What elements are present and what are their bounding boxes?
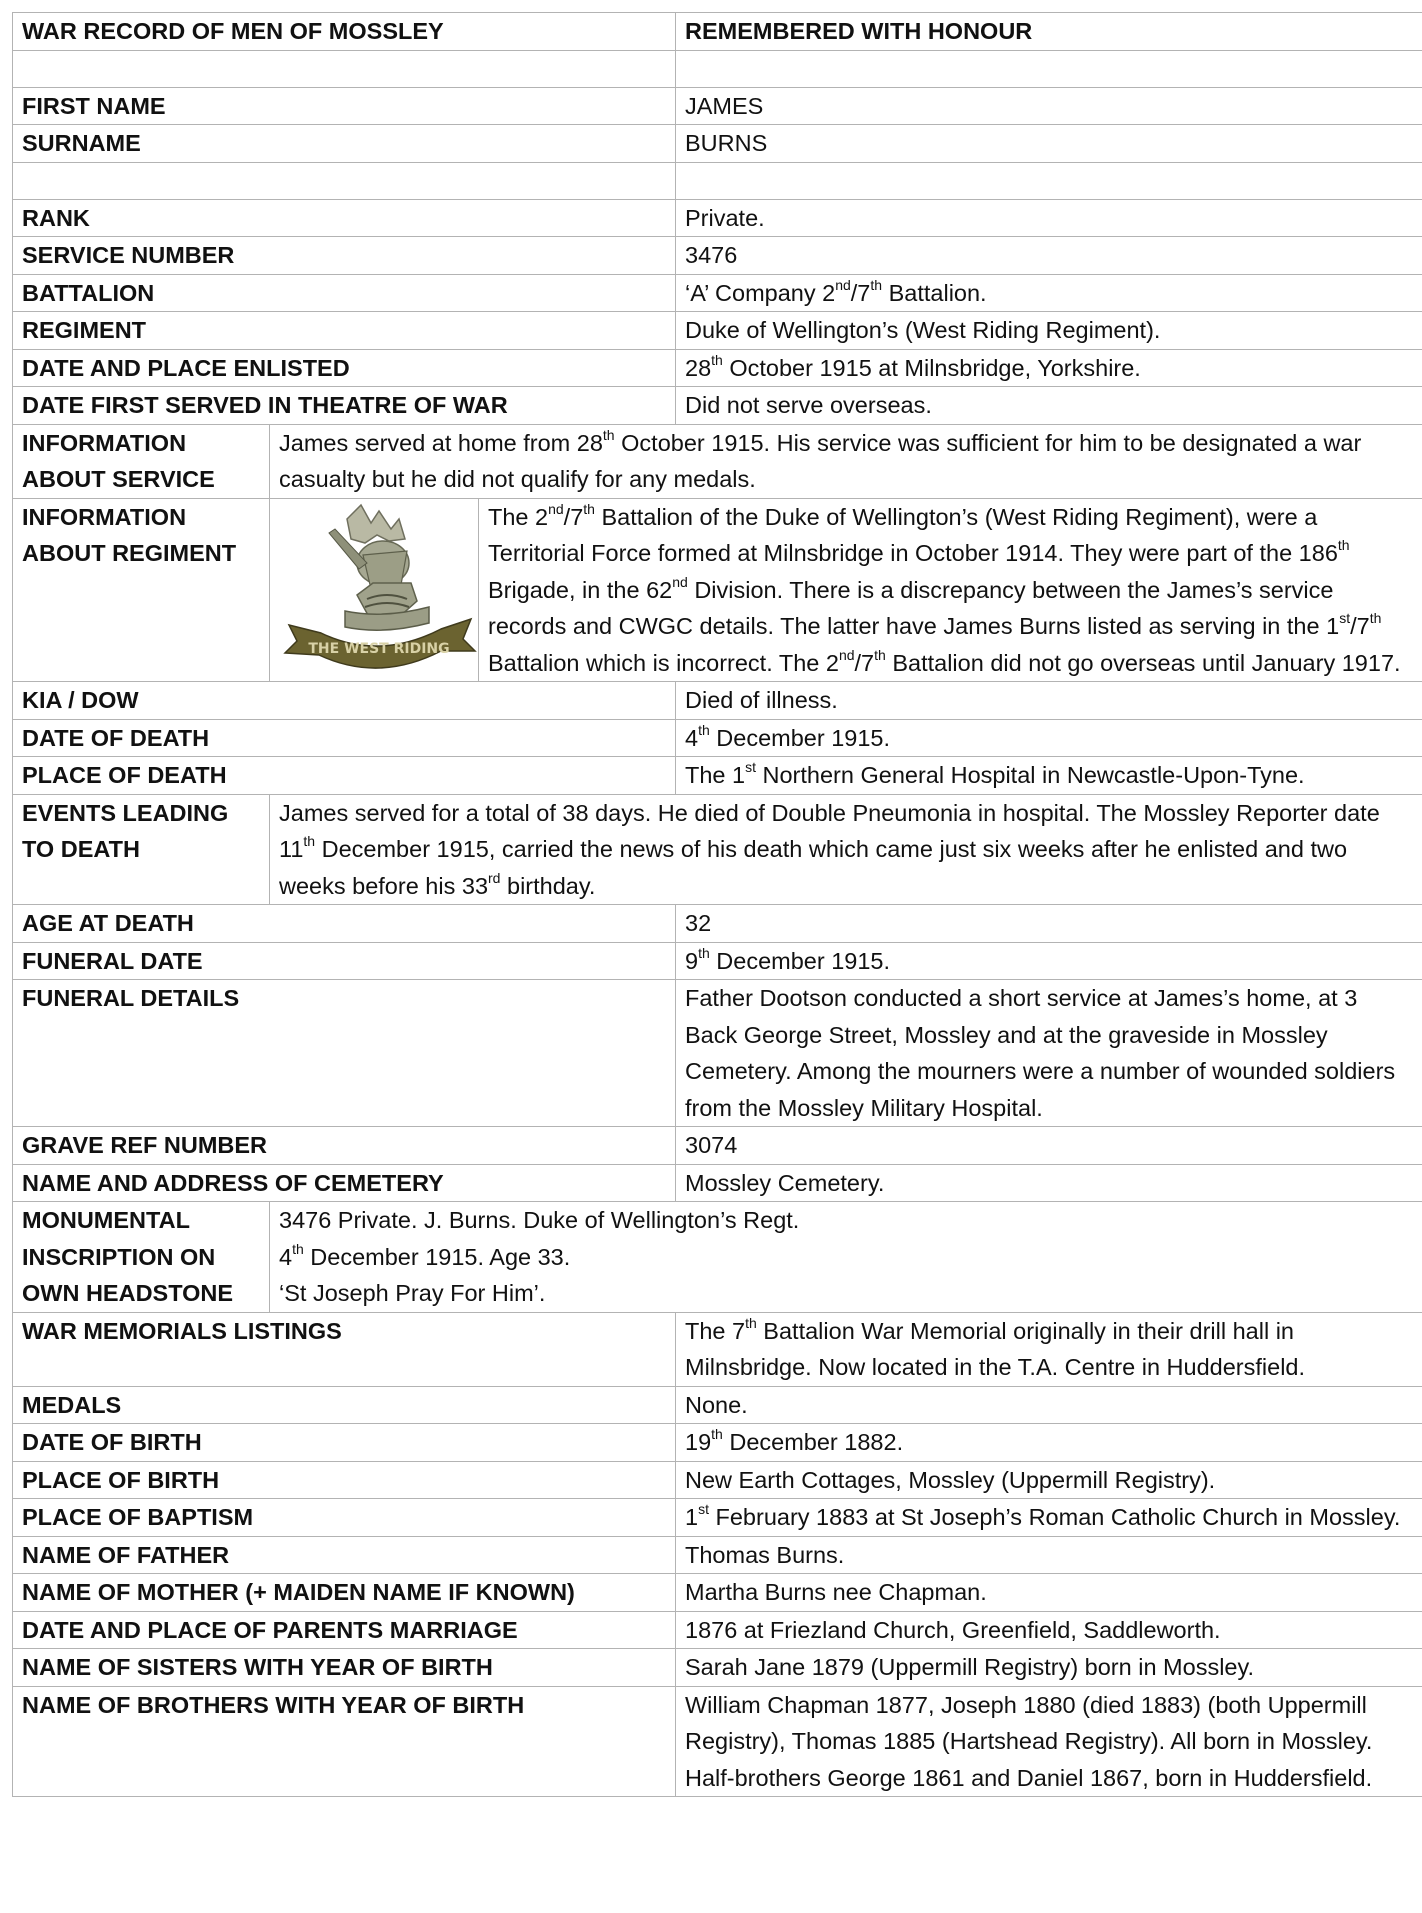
row-memorials: [13, 1312, 1422, 1386]
value-place-of-birth: New Earth Cottages, Mossley (Uppermill Registry).: [676, 1461, 1422, 1499]
header-left: WAR RECORD OF MEN OF MOSSLEY: [13, 13, 676, 51]
row-events: [13, 794, 1422, 905]
row-sisters: [13, 1649, 1422, 1687]
label-parents-marriage: DATE AND PLACE OF PARENTS MARRIAGE: [13, 1611, 676, 1649]
value-regiment: Duke of Wellington’s (West Riding Regiment).: [676, 312, 1422, 350]
label-inscription: MONUMENTAL INSCRIPTION ON OWN HEADSTONE: [13, 1202, 270, 1313]
value-grave-ref: 3074: [676, 1127, 1422, 1165]
value-battalion: ‘A’ Company 2nd/7th Battalion.: [676, 274, 1422, 312]
label-date-of-birth: DATE OF BIRTH: [13, 1424, 676, 1462]
value-medals: None.: [676, 1386, 1422, 1424]
label-date-of-death: DATE OF DEATH: [13, 719, 676, 757]
value-funeral-date: 9th December 1915.: [676, 942, 1422, 980]
value-mother: Martha Burns nee Chapman.: [676, 1574, 1422, 1612]
label-mother: NAME OF MOTHER (+ MAIDEN NAME IF KNOWN): [13, 1574, 676, 1612]
value-date-of-birth: 19th December 1882.: [676, 1424, 1422, 1462]
label-funeral-date: FUNERAL DATE: [13, 942, 676, 980]
label-enlisted: DATE AND PLACE ENLISTED: [13, 349, 676, 387]
row-place-of-birth: [13, 1461, 1422, 1499]
value-first-served: Did not serve overseas.: [676, 387, 1422, 425]
value-date-of-death: 4th December 1915.: [676, 719, 1422, 757]
war-record-table: [12, 12, 1422, 1797]
row-surname: [13, 125, 1422, 163]
row-battalion: [13, 274, 1422, 312]
label-kia-dow: KIA / DOW: [13, 682, 676, 720]
label-info-service: INFORMATION ABOUT SERVICE: [13, 424, 270, 498]
value-enlisted: 28th October 1915 at Milnsbridge, Yorkshire.: [676, 349, 1422, 387]
row-date-of-birth: [13, 1424, 1422, 1462]
label-info-regiment: INFORMATION ABOUT REGIMENT: [13, 498, 270, 682]
regiment-badge-icon: [279, 499, 479, 679]
row-first-served: [13, 387, 1422, 425]
row-age-at-death: [13, 905, 1422, 943]
label-sisters: NAME OF SISTERS WITH YEAR OF BIRTH: [13, 1649, 676, 1687]
row-grave-ref: [13, 1127, 1422, 1165]
value-memorials: The 7th Battalion War Memorial originally in their drill hall in Milnsbridge. Now located in the T.A. Centre in Huddersfield.: [676, 1312, 1422, 1386]
value-funeral-details: Father Dootson conducted a short service at James’s home, at 3 Back George Street, Mossley and at the graveside in Mossley Cemetery. Among the mourners were a number of wounded soldiers from the Mossley Military Hospital.: [676, 980, 1422, 1127]
value-place-of-death: The 1st Northern General Hospital in Newcastle-Upon-Tyne.: [676, 757, 1422, 795]
row-regiment: [13, 312, 1422, 350]
label-age-at-death: AGE AT DEATH: [13, 905, 676, 943]
row-brothers: [13, 1686, 1422, 1797]
row-medals: [13, 1386, 1422, 1424]
label-memorials: WAR MEMORIALS LISTINGS: [13, 1312, 676, 1386]
label-baptism: PLACE OF BAPTISM: [13, 1499, 676, 1537]
value-cemetery: Mossley Cemetery.: [676, 1164, 1422, 1202]
value-rank: Private.: [676, 199, 1422, 237]
blank-row: [13, 162, 1422, 199]
badge-scroll-text: THE WEST RIDING: [308, 640, 450, 657]
row-inscription: [13, 1202, 1422, 1313]
label-surname: SURNAME: [13, 125, 676, 163]
header-row: [13, 13, 1422, 51]
label-funeral-details: FUNERAL DETAILS: [13, 980, 676, 1127]
label-grave-ref: GRAVE REF NUMBER: [13, 1127, 676, 1165]
value-first-name: JAMES: [676, 87, 1422, 125]
row-funeral-details: [13, 980, 1422, 1127]
label-regiment: REGIMENT: [13, 312, 676, 350]
label-cemetery: NAME AND ADDRESS OF CEMETERY: [13, 1164, 676, 1202]
label-rank: RANK: [13, 199, 676, 237]
label-events: EVENTS LEADING TO DEATH: [13, 794, 270, 905]
row-place-of-death: [13, 757, 1422, 795]
row-cemetery: [13, 1164, 1422, 1202]
label-father: NAME OF FATHER: [13, 1536, 676, 1574]
row-father: [13, 1536, 1422, 1574]
label-first-name: FIRST NAME: [13, 87, 676, 125]
row-first-name: [13, 87, 1422, 125]
label-place-of-death: PLACE OF DEATH: [13, 757, 676, 795]
row-funeral-date: [13, 942, 1422, 980]
blank-row: [13, 50, 1422, 87]
value-parents-marriage: 1876 at Friezland Church, Greenfield, Saddleworth.: [676, 1611, 1422, 1649]
value-service-number: 3476: [676, 237, 1422, 275]
value-sisters: Sarah Jane 1879 (Uppermill Registry) born in Mossley.: [676, 1649, 1422, 1687]
row-service-number: [13, 237, 1422, 275]
value-events: James served for a total of 38 days. He died of Double Pneumonia in hospital. The Mossley Reporter date 11th December 1915, carried the news of his death which came just six weeks after he enlisted and two weeks before his 33rd birthday.: [270, 794, 1422, 905]
header-right: REMEMBERED WITH HONOUR: [676, 13, 1422, 51]
regiment-badge-cell: [270, 498, 479, 682]
row-parents-marriage: [13, 1611, 1422, 1649]
row-mother: [13, 1574, 1422, 1612]
value-brothers: William Chapman 1877, Joseph 1880 (died 1883) (both Uppermill Registry), Thomas 1885 (Hartshead Registry). All born in Mossley. Half-brothers George 1861 and Daniel 1867, born in Huddersfield.: [676, 1686, 1422, 1797]
row-info-service: [13, 424, 1422, 498]
row-baptism: [13, 1499, 1422, 1537]
label-brothers: NAME OF BROTHERS WITH YEAR OF BIRTH: [13, 1686, 676, 1797]
value-father: Thomas Burns.: [676, 1536, 1422, 1574]
value-inscription: 3476 Private. J. Burns. Duke of Wellington’s Regt. 4th December 1915. Age 33. ‘St Joseph Pray For Him’.: [270, 1202, 1422, 1313]
row-kia-dow: [13, 682, 1422, 720]
value-info-service: James served at home from 28th October 1915. His service was sufficient for him to be designated a war casualty but he did not qualify for any medals.: [270, 424, 1422, 498]
value-age-at-death: 32: [676, 905, 1422, 943]
row-enlisted: [13, 349, 1422, 387]
row-rank: [13, 199, 1422, 237]
row-date-of-death: [13, 719, 1422, 757]
label-medals: MEDALS: [13, 1386, 676, 1424]
row-info-regiment: [13, 498, 1422, 682]
value-info-regiment: The 2nd/7th Battalion of the Duke of Wellington’s (West Riding Regiment), were a Territorial Force formed at Milnsbridge in October 1914. They were part of the 186th Brigade, in the 62nd Division. There is a discrepancy between the James’s service records and CWGC details. The latter have James Burns listed as serving in the 1st/7th Battalion which is incorrect. The 2nd/7th Battalion did not go overseas until January 1917.: [479, 498, 1422, 682]
label-first-served: DATE FIRST SERVED IN THEATRE OF WAR: [13, 387, 676, 425]
value-baptism: 1st February 1883 at St Joseph’s Roman Catholic Church in Mossley.: [676, 1499, 1422, 1537]
label-service-number: SERVICE NUMBER: [13, 237, 676, 275]
label-place-of-birth: PLACE OF BIRTH: [13, 1461, 676, 1499]
label-battalion: BATTALION: [13, 274, 676, 312]
value-kia-dow: Died of illness.: [676, 682, 1422, 720]
value-surname: BURNS: [676, 125, 1422, 163]
